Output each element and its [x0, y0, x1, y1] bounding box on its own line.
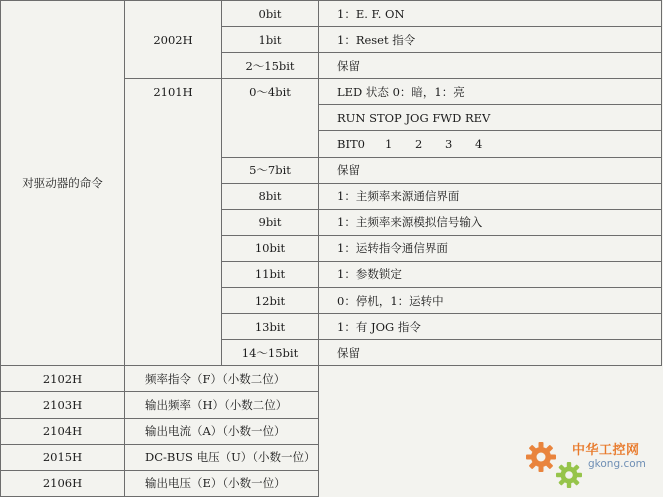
desc-cell — [319, 261, 662, 287]
bit-label: 8bit — [258, 189, 282, 204]
address-2104h: 2104H — [42, 424, 83, 439]
address-2002h: 2002H — [153, 32, 193, 47]
address-2015h: 2015H — [42, 450, 83, 465]
desc-cell — [125, 392, 319, 418]
desc-text: 1：E. F. ON — [337, 6, 405, 21]
address-2102h: 2102H — [42, 371, 83, 386]
desc-cell — [125, 444, 319, 470]
desc-cell — [319, 79, 662, 105]
bit-cell — [222, 314, 319, 340]
led-names: RUN STOP JOG FWD REV — [337, 110, 491, 125]
gkong-watermark — [522, 436, 660, 494]
green-gear-icon — [554, 460, 584, 490]
address-cell — [125, 1, 222, 79]
bit-cell — [222, 79, 319, 157]
category-cell — [1, 1, 125, 366]
address-2106h: 2106H — [42, 476, 83, 491]
desc-text: 0：停机，1：运转中 — [337, 293, 444, 308]
desc-cell — [319, 131, 662, 157]
address-2103h: 2103H — [42, 397, 83, 412]
bit-cell — [222, 340, 319, 366]
bit-label: 9bit — [258, 215, 282, 230]
bit-label: 1bit — [258, 32, 282, 47]
bit-label: 12bit — [254, 293, 286, 308]
bit-label: 0bit — [258, 6, 282, 21]
bit-cell — [222, 235, 319, 261]
bit-label: 11bit — [254, 267, 286, 282]
desc-cell — [319, 105, 662, 131]
bit-cell — [222, 261, 319, 287]
desc-cell — [125, 366, 319, 392]
desc-cell — [319, 209, 662, 235]
bit-cell — [222, 27, 319, 53]
led-bit0: BIT0 — [337, 137, 365, 152]
desc-text: 保留 — [337, 58, 360, 73]
desc-text: 1：参数锁定 — [337, 267, 402, 282]
desc-cell — [319, 1, 662, 27]
desc-text: 1：主频率来源模拟信号输入 — [337, 215, 483, 230]
led-bit1: 1 — [385, 137, 393, 152]
watermark-site: gkong.com — [588, 458, 646, 470]
desc-text: 1：有 JOG 指令 — [337, 319, 421, 334]
address-cell — [1, 392, 125, 418]
desc-text: LED 状态 0：暗，1：亮 — [337, 84, 465, 99]
led-bit4: 4 — [475, 137, 483, 152]
desc-cell — [319, 27, 662, 53]
bit-label: 10bit — [254, 241, 286, 256]
bit-label: 0～4bit — [249, 85, 291, 100]
address-cell — [1, 470, 125, 496]
led-bit3: 3 — [445, 137, 453, 152]
table-row — [1, 392, 662, 418]
address-cell — [1, 418, 125, 444]
desc-cell — [319, 157, 662, 183]
bit-cell — [222, 53, 319, 79]
bit-label: 13bit — [254, 319, 286, 334]
led-bit2: 2 — [415, 137, 423, 152]
desc-text: 输出电流（A）（小数一位） — [145, 424, 286, 439]
desc-text: 1：运转指令通信界面 — [337, 241, 448, 256]
bit-cell — [222, 209, 319, 235]
desc-cell — [319, 53, 662, 79]
bit-cell — [222, 183, 319, 209]
category-label: 对驱动器的命令 — [22, 176, 103, 191]
desc-cell — [319, 183, 662, 209]
table-row — [1, 366, 662, 392]
bit-label: 2～15bit — [245, 58, 295, 73]
bit-cell — [222, 157, 319, 183]
watermark-title: 中华工控网 — [572, 443, 640, 458]
desc-text: DC-BUS 电压（U）（小数一位） — [145, 450, 316, 465]
orange-gear-icon — [524, 440, 558, 474]
desc-cell — [319, 288, 662, 314]
desc-cell — [125, 418, 319, 444]
bit-cell — [222, 288, 319, 314]
bit-label: 5～7bit — [249, 163, 291, 178]
address-cell — [1, 444, 125, 470]
bit-cell — [222, 1, 319, 27]
desc-text: 输出频率（H）（小数二位） — [145, 397, 288, 412]
table-row — [1, 1, 662, 27]
desc-text: 保留 — [337, 345, 360, 360]
desc-text: 保留 — [337, 163, 360, 178]
desc-cell — [319, 235, 662, 261]
desc-text: 频率指令（F）（小数二位） — [145, 371, 286, 386]
bit-label: 14～15bit — [241, 345, 299, 360]
desc-text: 输出电压（E）（小数一位） — [145, 476, 286, 491]
address-cell — [1, 366, 125, 392]
desc-cell — [125, 470, 319, 496]
address-2101h: 2101H — [153, 85, 193, 100]
desc-text: 1：主频率来源通信界面 — [337, 189, 460, 204]
desc-cell — [319, 314, 662, 340]
desc-cell — [319, 340, 662, 366]
desc-text: 1：Reset 指令 — [337, 32, 416, 47]
address-cell — [125, 79, 222, 366]
